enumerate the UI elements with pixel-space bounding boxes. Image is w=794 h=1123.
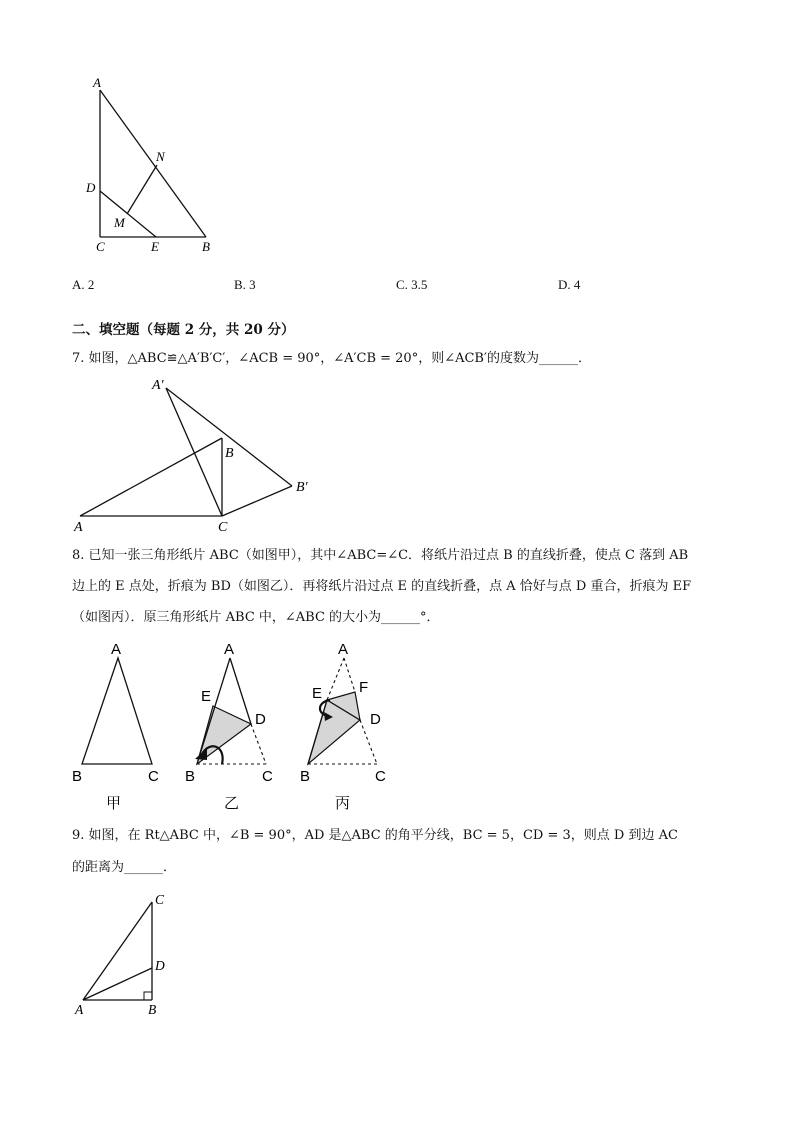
q6-option-a: A. 2	[72, 277, 95, 292]
q8-bing-label-d: D	[370, 711, 381, 728]
q8-jia-caption: 甲	[106, 794, 122, 812]
q9-figure	[70, 890, 180, 1025]
q7-side-a-prime-c	[166, 388, 222, 516]
q8-bing-dashed-af	[344, 658, 355, 692]
q6-label-n: N	[156, 149, 165, 164]
q8-figure-bing	[295, 640, 405, 815]
q6-option-c: C. 3.5	[396, 277, 428, 292]
q8-bing-label-e: E	[312, 685, 323, 702]
q6-label-d: D	[86, 180, 96, 195]
q6-segment-mn	[127, 165, 157, 214]
q7-label-b-prime: B′	[296, 480, 308, 495]
section-title: 二、填空题（每题 2 分，共 20 分）	[72, 322, 295, 338]
q8-bing-label-c: C	[375, 768, 386, 785]
q8-jia-triangle	[82, 658, 152, 764]
q6-option-d: D. 4	[558, 277, 581, 292]
q8-bing-dashed-ae	[327, 658, 344, 700]
q8-yi-label-a: A	[224, 641, 235, 658]
q8-bing-caption: 丙	[335, 794, 351, 812]
q8-yi-caption: 乙	[224, 794, 240, 812]
q7-label-c: C	[218, 520, 228, 535]
q8-text-line3: （如图丙）．原三角形纸片 ABC 中，∠ABC 的大小为______°．	[72, 610, 440, 625]
q7-side-a-prime-b-prime	[166, 388, 292, 486]
q8-jia-label-b: B	[72, 768, 83, 785]
q8-bing-label-a: A	[338, 641, 349, 658]
q7-side-b-prime-c	[222, 486, 292, 516]
q9-label-b: B	[148, 1002, 157, 1017]
q8-yi-side-ad	[230, 658, 251, 724]
q8-yi-label-c: C	[262, 768, 273, 785]
q7-figure	[70, 370, 330, 540]
q9-label-d: D	[155, 958, 165, 973]
q7-label-a: A	[74, 520, 83, 535]
q8-bing-label-f: F	[359, 679, 369, 696]
q7-label-b: B	[225, 446, 234, 461]
q8-bing-label-b: B	[300, 768, 311, 785]
q7-label-a-prime: A′	[152, 378, 164, 393]
q8-text-line2: 边上的 E 点处，折痕为 BD（如图乙）．再将纸片沿过点 E 的直线折叠，点 A 恰好与点 D 重合，折痕为 EF	[72, 579, 692, 594]
q6-option-b: B. 3	[234, 277, 256, 292]
q6-label-a: A	[93, 75, 101, 90]
q8-figure-jia	[68, 640, 178, 815]
q9-bisector-ad	[83, 968, 152, 1000]
q6-label-m: M	[114, 215, 125, 230]
q8-yi-dashed-dc	[251, 724, 266, 764]
q6-figure	[70, 70, 230, 260]
q8-figure-yi	[180, 640, 290, 815]
q6-label-e: E	[151, 239, 159, 254]
q9-text-line1: 9. 如图，在 Rt△ABC 中，∠B = 90°，AD 是△ABC 的角平分线，BC = 5，CD = 3，则点 D 到边 AC	[72, 828, 678, 843]
q9-text-line2: 的距离为______．	[72, 860, 177, 875]
q9-label-a: A	[75, 1002, 84, 1017]
q8-text-line1: 8. 已知一张三角形纸片 ABC（如图甲），其中∠ABC=∠C．将纸片沿过点 B 的直线折叠，使点 C 落到 AB	[72, 548, 689, 563]
q6-label-b: B	[202, 239, 210, 254]
q6-label-c: C	[96, 239, 105, 254]
q8-jia-label-c: C	[148, 768, 159, 785]
q8-jia-label-a: A	[111, 641, 122, 658]
q8-yi-label-b: B	[185, 768, 196, 785]
q9-label-c: C	[155, 892, 165, 907]
q8-yi-label-e: E	[201, 688, 212, 705]
q8-yi-label-d: D	[255, 711, 266, 728]
q9-side-ac	[83, 902, 152, 1000]
q7-text: 7. 如图，△ABC≌△A′B′C′，∠ACB = 90°，∠A′CB = 20°，则∠ACB′的度数为______．	[72, 351, 591, 366]
q6-segment-de	[100, 191, 156, 237]
q9-right-angle-mark	[144, 992, 152, 1000]
q7-side-ab	[80, 438, 222, 516]
